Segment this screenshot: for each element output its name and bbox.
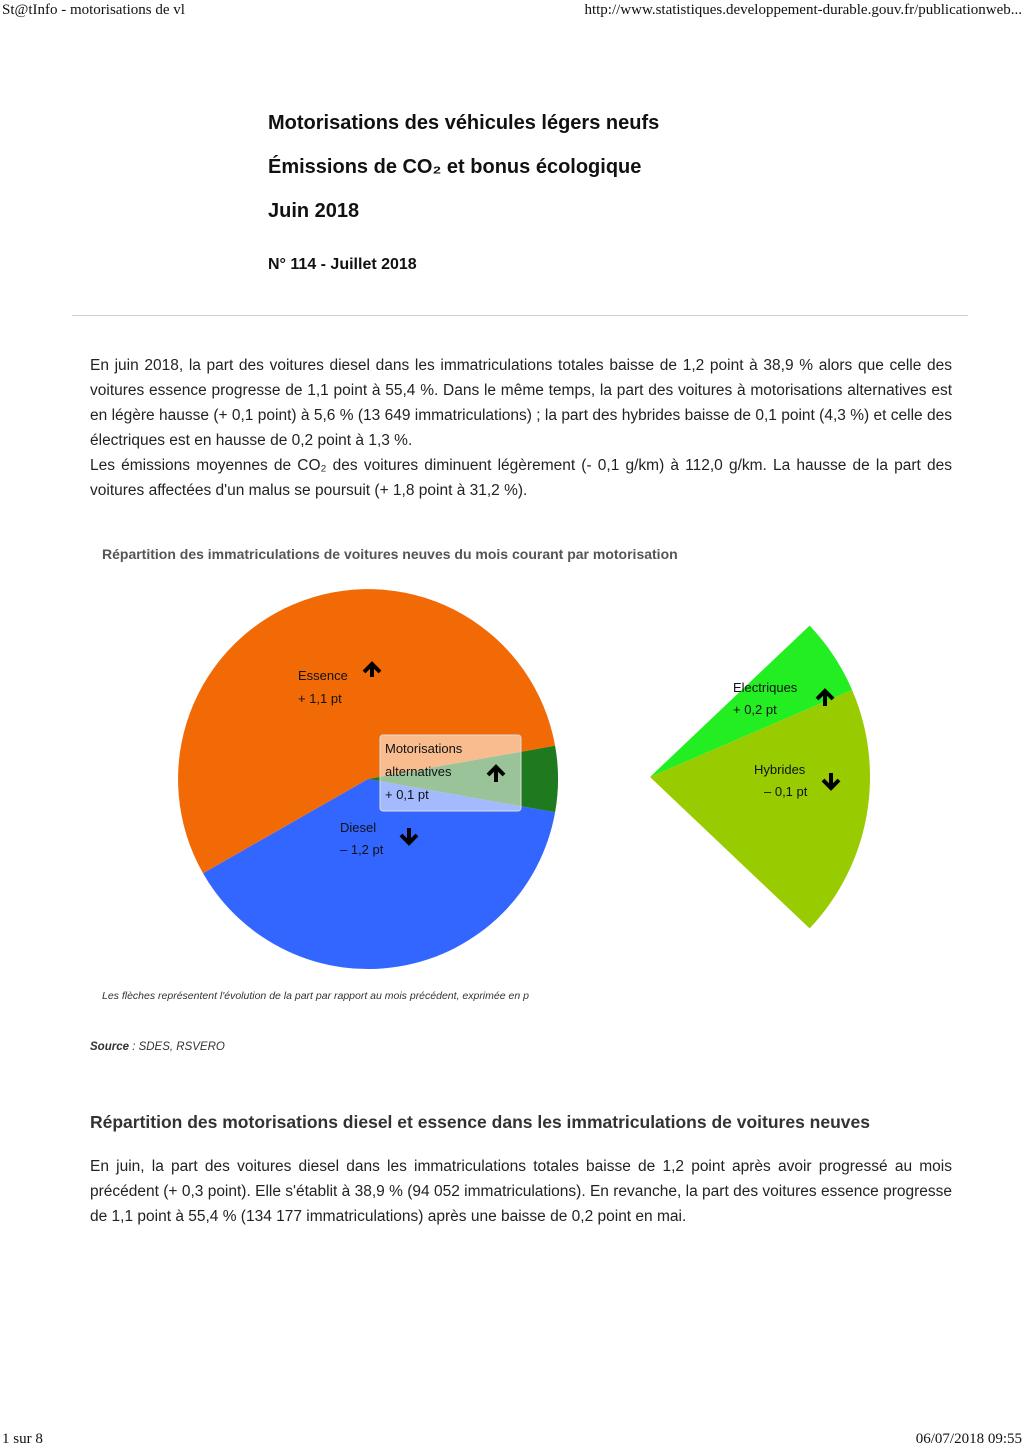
essence-change: + 1,1 pt (298, 691, 342, 706)
issue-number: N° 114 - Juillet 2018 (268, 256, 417, 273)
alt-change: + 0,1 pt (385, 787, 429, 802)
breakdown-pie (650, 626, 870, 929)
intro-paragraph-2: Les émissions moyennes de CO₂ des voitures diminuent légèrement (- 0,1 g/km) à 112,0 g/km. La hausse de la part des voitures affectées d'un malus se poursuit (+ 1,8 point à 31,2 %). (90, 457, 952, 499)
title-block (268, 110, 659, 242)
print-footer-page: 1 sur 8 (2, 1431, 43, 1447)
pie-chart (0, 570, 1024, 990)
chart-note: Les flèches représentent l'évolution de la part par rapport au mois précédent, exprimée en p (102, 990, 529, 1002)
page-subtitle: Émissions de CO₂ et bonus écologique (268, 156, 642, 178)
alt-label-1: Motorisations (385, 741, 463, 756)
hybrid-change: – 0,1 pt (764, 784, 808, 799)
source-note (90, 1041, 225, 1053)
source-text: : SDES, RSVERO (129, 1041, 225, 1053)
chart-title: Répartition des immatriculations de voitures neuves du mois courant par motorisation (102, 546, 678, 562)
intro-text (90, 353, 952, 503)
section-heading: Répartition des motorisations diesel et essence dans les immatriculations de voitures neuves (90, 1112, 870, 1132)
separator-line (72, 315, 968, 316)
page-title: Motorisations des véhicules légers neufs (268, 112, 660, 134)
alt-label-2: alternatives (385, 764, 452, 779)
intro-paragraph-1: En juin 2018, la part des voitures diesel dans les immatriculations totales baisse de 1,2 point à 38,9 % alors que celle des voitures essence progresse de 1,1 point à 55,4 %. Dans le même temps, la part des voitures à motorisations alternatives est en légère hausse (+ 0,1 point) à 5,6 % (13 649 immatriculations) ; la part des hybrides baisse de 0,1 point (4,3 %) et celle des électriques est en hausse de 0,2 point à 1,3 %. (90, 357, 952, 449)
section-paragraph: En juin, la part des voitures diesel dans les immatriculations totales baisse de 1,2 point après avoir progressé au mois précédent (+ 0,3 point). Elle s'établit à 38,9 % (94 052 immatriculations). En revanche, la part des voitures essence progresse de 1,1 point à 55,4 % (134 177 immatriculations) après une baisse de 0,2 point en mai. (90, 1158, 952, 1225)
section-text (90, 1154, 952, 1229)
print-header-title: St@tInfo - motorisations de vl (2, 2, 185, 18)
print-header-url: http://www.statistiques.developpement-durable.gouv.fr/publicationweb... (584, 2, 1022, 18)
page-period: Juin 2018 (268, 200, 360, 222)
diesel-label: Diesel (340, 820, 377, 835)
electric-label: Electriques (733, 680, 798, 695)
print-footer-date: 06/07/2018 09:55 (915, 1431, 1022, 1447)
hybrid-label: Hybrides (754, 762, 806, 777)
source-label: Source (90, 1041, 129, 1053)
essence-label: Essence (298, 668, 348, 683)
diesel-change: – 1,2 pt (340, 842, 384, 857)
electric-change: + 0,2 pt (733, 702, 777, 717)
